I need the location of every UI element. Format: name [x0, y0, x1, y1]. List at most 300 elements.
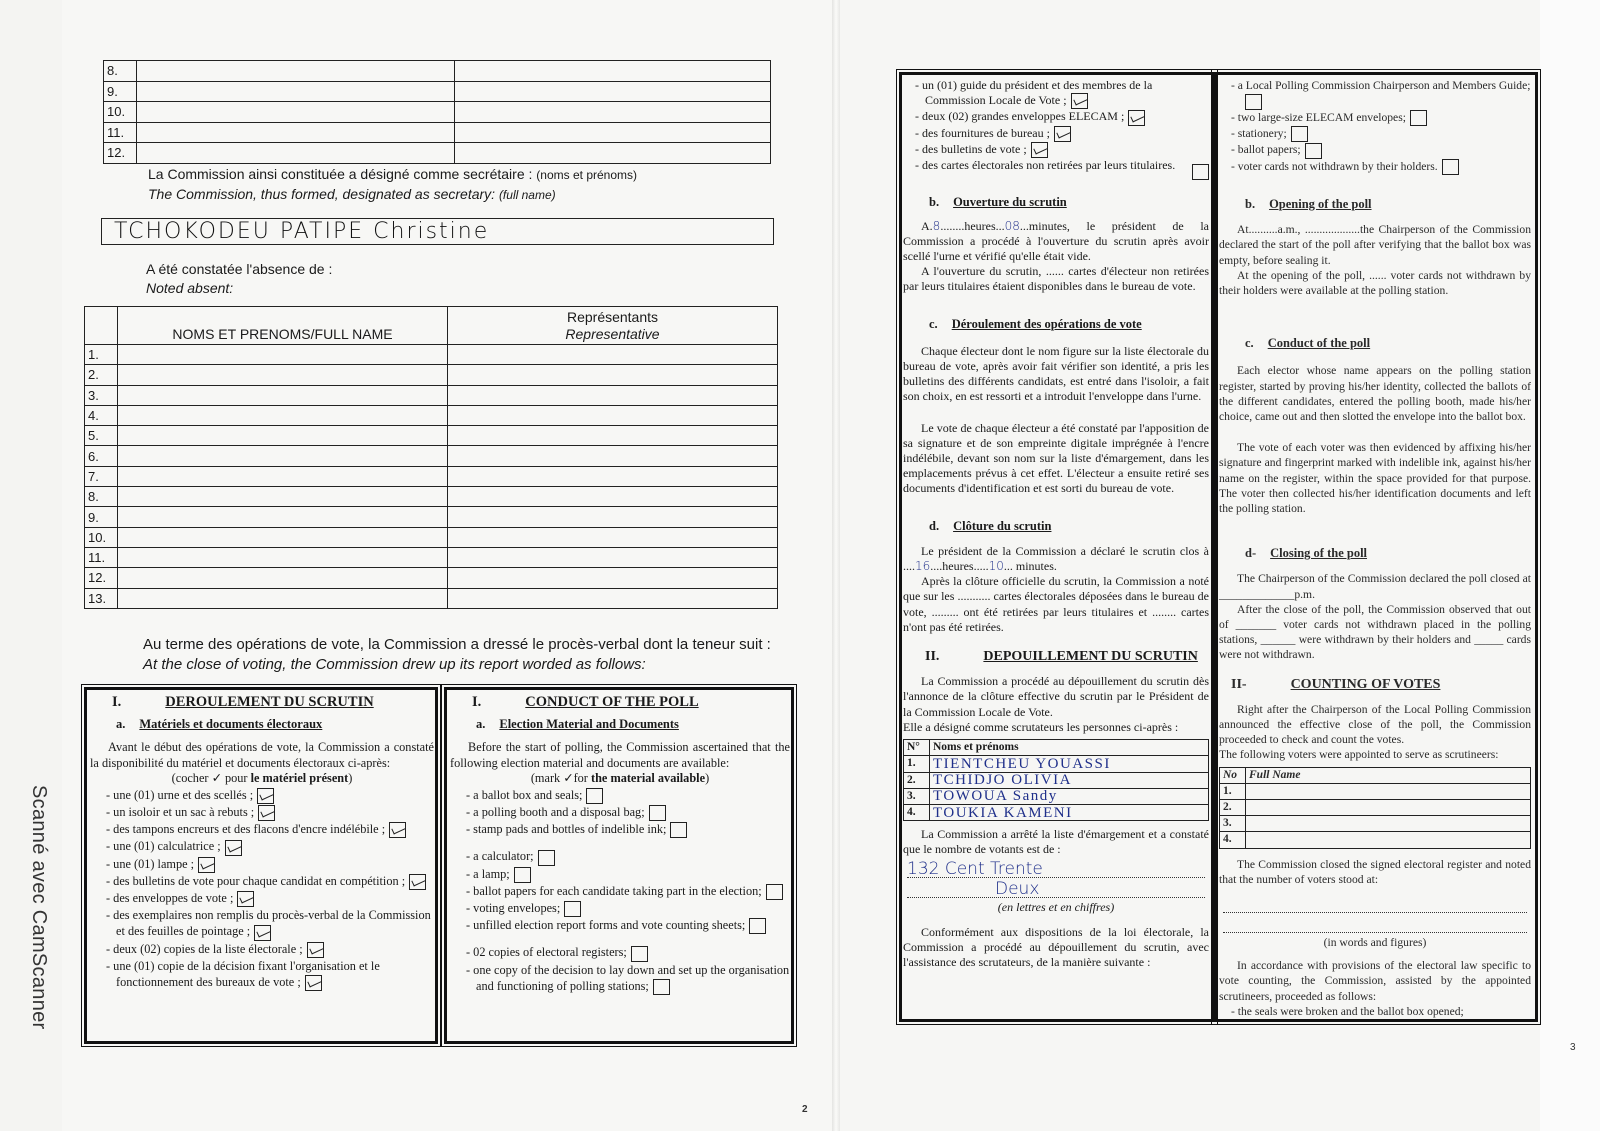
- secretary-label-en: [148, 186, 556, 202]
- subsection-letter: d-: [1245, 546, 1257, 561]
- member-role-cell[interactable]: [455, 102, 771, 123]
- subsection-letter: c.: [1245, 336, 1254, 351]
- member-role-cell[interactable]: [455, 61, 771, 82]
- section2-en-heading: [1231, 677, 1531, 692]
- section2-fr-heading: [925, 649, 1209, 664]
- scrutineer-name-field[interactable]: [1246, 783, 1531, 799]
- checkbox-empty[interactable]: [538, 850, 555, 866]
- item-label: voter cards not withdrawn by their holders.: [1237, 159, 1438, 173]
- absent-name-cell[interactable]: [118, 547, 448, 567]
- item-label: une (01) lampe ;: [113, 856, 195, 871]
- absent-name-cell[interactable]: [118, 405, 448, 425]
- checklist-item: [1227, 110, 1531, 126]
- checklist-item: [1227, 126, 1531, 142]
- subsection-letter: c.: [929, 316, 938, 331]
- row-number: 4.: [904, 804, 930, 820]
- header-name: Noms et prénoms: [930, 740, 1209, 756]
- checklist-item: [102, 856, 434, 873]
- checkbox-checked[interactable]: [1071, 93, 1088, 109]
- absent-rep-cell[interactable]: [448, 446, 778, 466]
- checkbox-checked[interactable]: [258, 805, 275, 821]
- row-number: 12.: [104, 143, 137, 164]
- opening-cards-paragraph: A l'ouverture du scrutin, ...... cartes d'électeur non retirées par leurs titulaires étaient disponibles dans le bureau de vote.: [903, 264, 1209, 294]
- header-rep-fr: Représentants: [566, 308, 659, 325]
- row-number: 8.: [104, 61, 137, 82]
- checkbox-checked[interactable]: [257, 788, 274, 804]
- material-checklist-fr: [102, 787, 434, 991]
- checklist-item: [462, 917, 790, 934]
- closing-time-paragraph: The Chairperson of the Commission declared the poll closed at _____________p.m.: [1219, 572, 1531, 601]
- item-label: deux (02) copies de la liste électorale ;: [113, 941, 303, 956]
- absent-name-cell[interactable]: [118, 426, 448, 446]
- checklist-item: [102, 941, 434, 958]
- checkbox-empty[interactable]: [1291, 126, 1308, 142]
- absent-rep-cell[interactable]: [448, 527, 778, 547]
- table-row: [85, 588, 778, 608]
- table-row: [104, 81, 771, 102]
- checklist-item: [911, 78, 1209, 109]
- member-name-cell[interactable]: [137, 61, 455, 82]
- conduct-paragraph-2: The vote of each voter was then evidenced by affixing his/her signature and fingerprint marked with indelible ink, against his/her name on the register, within the space provided for that purpose. The voter then collected his/her identification documents and left the polling station.: [1219, 441, 1531, 515]
- table-row: [104, 61, 771, 82]
- conduct-paragraph-1: Chaque électeur dont le nom figure sur la liste électorale du bureau de vote, après avoir fait vérifier son identité, a pris les bulletins des différents candidats, est entré dans l'isoloir, a fait son choix, en est ressorti et a introduit l'enveloppe dans l'urne.: [903, 343, 1209, 404]
- checklist-item: [1227, 159, 1531, 175]
- subsection-c-en-heading: [1245, 336, 1531, 351]
- member-name-cell[interactable]: [137, 143, 455, 164]
- checkbox-checked[interactable]: [305, 975, 322, 991]
- table-header-row: [1220, 767, 1531, 783]
- checklist-item: [462, 962, 790, 995]
- voters-count-field-line2[interactable]: Deux: [907, 880, 1205, 898]
- instruction-bold: le matériel présent: [250, 771, 349, 786]
- table-row: [85, 507, 778, 527]
- closing-minutes-field[interactable]: 10: [988, 559, 1004, 574]
- absent-label-fr: A été constatée l'absence de :: [146, 261, 333, 277]
- opening-hours-field[interactable]: 8: [932, 218, 941, 233]
- checkbox-empty[interactable]: [1245, 94, 1262, 110]
- instruction-post: ): [348, 771, 353, 786]
- section-numeral: II-: [1231, 676, 1247, 692]
- material-checklist-en-continued: [1227, 78, 1531, 175]
- voters-count-field-line1[interactable]: 132 Cent Trente: [907, 860, 1205, 878]
- absent-rep-cell[interactable]: [448, 365, 778, 385]
- instruction-pre: (cocher ✓ pour: [171, 771, 251, 786]
- checkbox-checked[interactable]: [198, 857, 215, 873]
- material-checklist-en: [462, 787, 790, 995]
- table-row: [904, 804, 1209, 820]
- subsection-title: Ouverture du scrutin: [953, 195, 1067, 210]
- checkbox-empty[interactable]: [670, 822, 687, 838]
- section1-fr-heading: [112, 695, 434, 711]
- section1-fr-column: [90, 695, 434, 991]
- absent-name-cell[interactable]: [118, 365, 448, 385]
- checklist-item: [1227, 142, 1531, 158]
- table-row: [85, 487, 778, 507]
- intro-paragraph: Avant le début des opérations de vote, la Commission a constaté la disponibilité du matériel et documents électoraux ci-après:: [90, 740, 434, 770]
- voters-count-hint: (en lettres et en chiffres): [997, 899, 1115, 914]
- conduct-paragraph-1: Each elector whose name appears on the polling station register, started by proving his/her identity, collected the ballots of the different candidates, entered the polling booth, made his/her choice, came out and then slotted the envelope into the ballot box.: [1219, 364, 1531, 423]
- checklist-item: [1227, 78, 1531, 110]
- instruction-bold: the material available: [590, 771, 706, 786]
- page-edge: [1540, 0, 1600, 1131]
- absent-rep-cell[interactable]: [448, 466, 778, 486]
- absent-name-cell[interactable]: [118, 588, 448, 608]
- absent-name-cell[interactable]: [118, 527, 448, 547]
- table-header-row: [904, 740, 1209, 756]
- section1-en-column: [450, 695, 790, 995]
- absent-rep-cell[interactable]: [448, 487, 778, 507]
- checkbox-empty[interactable]: [631, 946, 648, 962]
- absent-label-en: Noted absent:: [146, 280, 234, 296]
- row-number: 1.: [85, 345, 118, 365]
- header-rep-en: Representative: [565, 325, 660, 342]
- right-en-column: [1219, 78, 1531, 1019]
- absent-name-cell[interactable]: [118, 446, 448, 466]
- table-row: [104, 122, 771, 143]
- row-number: 3.: [1220, 816, 1246, 832]
- text: Le président de la Commission a déclaré le scrutin clos à ....: [903, 543, 1209, 574]
- scrutineers-intro: The following voters were appointed to serve as scrutineers:: [1219, 748, 1499, 762]
- subsection-title: Election Material and Documents: [499, 716, 679, 731]
- subsection-letter: a.: [476, 716, 486, 731]
- secretary-hint-en: (full name): [498, 188, 556, 202]
- table-row: [85, 365, 778, 385]
- item-label: un isoloir et un sac à rebuts ;: [113, 805, 255, 820]
- section-title: COUNTING OF VOTES: [1290, 676, 1441, 692]
- secretary-label-fr-text: La Commission ainsi constituée a désigné comme secrétaire :: [148, 166, 537, 182]
- header-representative: [448, 307, 778, 345]
- checkbox-checked[interactable]: [1054, 126, 1071, 142]
- checkbox-checked[interactable]: [1128, 110, 1145, 126]
- item-label: un (01) guide du président et des membres de la Commission Locale de Vote ;: [922, 78, 1153, 108]
- item-label: des bulletins de vote pour chaque candidat en compétition ;: [113, 873, 406, 888]
- checklist-item: [462, 821, 790, 838]
- scrutineer-name-field[interactable]: [1246, 832, 1531, 848]
- item-label: a Local Polling Commission Chairperson and Members Guide;: [1237, 79, 1531, 92]
- subsection-title: Conduct of the poll: [1267, 336, 1371, 351]
- checklist-item: [102, 787, 434, 804]
- table-row: [1220, 816, 1531, 832]
- absent-rep-cell[interactable]: [448, 426, 778, 446]
- subsection-title: Opening of the poll: [1269, 196, 1372, 211]
- row-number: 1.: [1220, 783, 1246, 799]
- voters-count-paragraph: La Commission a arrêté la liste d'émargement et a constaté que le nombre de votants est de :: [903, 827, 1209, 857]
- table-row: [904, 772, 1209, 788]
- text: ... minutes.: [1003, 559, 1057, 574]
- item-label: des exemplaires non remplis du procès-verbal de la Commission et des feuilles de pointage ;: [113, 908, 431, 939]
- checkbox-empty[interactable]: [1192, 164, 1209, 180]
- table-header-row: [85, 307, 778, 345]
- item-label: une (01) calculatrice ;: [113, 839, 221, 854]
- secretary-label-fr: [148, 166, 637, 182]
- header-num: No: [1220, 767, 1246, 783]
- table-row: [85, 568, 778, 588]
- row-number: 3.: [85, 385, 118, 405]
- subsection-a-en-heading: [476, 717, 790, 733]
- checkbox-empty[interactable]: [1305, 143, 1322, 159]
- item-label: a calculator;: [473, 849, 534, 864]
- checklist-item: [102, 873, 434, 890]
- checklist-item: [911, 142, 1209, 158]
- table-row: [85, 385, 778, 405]
- checkbox-empty[interactable]: [766, 884, 783, 900]
- row-number: 6.: [85, 446, 118, 466]
- subsection-letter: a.: [116, 716, 126, 731]
- scrutineer-name-field[interactable]: [1246, 800, 1531, 816]
- row-number: 10.: [104, 102, 137, 123]
- checklist-item: [462, 787, 790, 804]
- subsection-title: Clôture du scrutin: [953, 518, 1052, 533]
- row-number: 4.: [85, 405, 118, 425]
- scrutineers-intro: Elle a désigné comme scrutateurs les personnes ci-après :: [903, 719, 1179, 734]
- subsection-title: Déroulement des opérations de vote: [951, 316, 1142, 331]
- item-label: a polling booth and a disposal bag;: [473, 805, 645, 820]
- closing-statement-en: At the close of voting, the Commission drew up its report worded as follows:: [143, 656, 646, 673]
- closing-hours-field[interactable]: 16: [915, 559, 931, 574]
- checklist-item: [911, 158, 1209, 173]
- scrutineers-table-en: [1219, 767, 1531, 849]
- absent-rep-cell[interactable]: [448, 405, 778, 425]
- page-number-right: 3: [1570, 1042, 1576, 1053]
- checklist-item: [462, 804, 790, 821]
- scrutineers-table-fr: [903, 739, 1209, 821]
- scrutineer-name-field[interactable]: TOUKIA KAMENI: [930, 804, 1209, 820]
- intro-paragraph: Before the start of polling, the Commission ascertained that the following election material and documents are available:: [450, 740, 790, 770]
- absent-rep-cell[interactable]: [448, 385, 778, 405]
- absent-name-cell[interactable]: [118, 507, 448, 527]
- scrutineer-name-field[interactable]: TCHIDJO OLIVIA: [930, 772, 1209, 788]
- checklist-item: [462, 866, 790, 883]
- checkbox-checked[interactable]: [225, 840, 242, 856]
- section-numeral: I.: [472, 694, 482, 710]
- table-row: [104, 102, 771, 123]
- item-label: des bulletins de vote ;: [922, 141, 1027, 156]
- row-number: 11.: [104, 122, 137, 143]
- checklist-item: [462, 944, 790, 961]
- row-number: 9.: [104, 81, 137, 102]
- table-row: [104, 143, 771, 164]
- absent-rep-cell[interactable]: [448, 547, 778, 567]
- closing-cards-paragraph: After the close of the poll, the Commission observed that out of _______ voter cards not withdrawn placed in the polling stations, ______ were withdrawn by their holders and _____ cards were not withdrawn.: [1219, 602, 1531, 662]
- row-number: 2.: [85, 365, 118, 385]
- checklist-item: [462, 883, 790, 900]
- counting-steps-list: [1227, 1004, 1531, 1019]
- commission-members-table: [103, 60, 771, 164]
- row-number: 12.: [85, 568, 118, 588]
- absent-name-cell[interactable]: [118, 345, 448, 365]
- checkbox-checked[interactable]: [1031, 142, 1048, 158]
- header-num-cell: [85, 307, 118, 345]
- section-numeral: I.: [112, 694, 122, 710]
- checkbox-empty[interactable]: [749, 918, 766, 934]
- checklist-item: [102, 804, 434, 821]
- checkbox-empty[interactable]: [653, 979, 670, 995]
- row-number: 8.: [85, 487, 118, 507]
- checkbox-empty[interactable]: [514, 867, 531, 883]
- table-row: [85, 466, 778, 486]
- checkbox-empty[interactable]: [1442, 159, 1459, 175]
- subsection-letter: b.: [929, 195, 940, 210]
- material-checklist-fr-continued: [911, 78, 1209, 173]
- item-label: des fournitures de bureau ;: [922, 125, 1050, 140]
- item-label: ballot papers for each candidate taking part in the election;: [473, 883, 762, 898]
- table-row: [85, 426, 778, 446]
- checkbox-empty[interactable]: [649, 805, 666, 821]
- text: ........heures...: [940, 218, 1005, 233]
- secretary-label-en-text: The Commission, thus formed, designated as secretary:: [148, 186, 499, 202]
- item-label: a ballot box and seals;: [473, 787, 583, 802]
- row-number: 13.: [85, 588, 118, 608]
- item-label: stationery;: [1237, 126, 1287, 140]
- opening-paragraph: At..........a.m., ...................the Chairperson of the Commission declared the start of the poll after verifying that the ballot box was empty, before sealing it.: [1219, 223, 1531, 267]
- subsection-b-en-heading: [1245, 197, 1531, 212]
- table-row: [1220, 832, 1531, 848]
- member-name-cell[interactable]: [137, 102, 455, 123]
- member-role-cell[interactable]: [455, 81, 771, 102]
- table-row: [904, 756, 1209, 772]
- row-number: 7.: [85, 466, 118, 486]
- item-label: two large-size ELECAM envelopes;: [1237, 110, 1406, 124]
- member-role-cell[interactable]: [455, 122, 771, 143]
- subsection-d-fr-heading: [929, 519, 1209, 534]
- conduct-paragraph-2: Le vote de chaque électeur a été constaté par l'apposition de sa signature et de son empreinte digitale imprégnée à l'encre indélébile, devant son nom sur la liste d'émargement, dans les emplacements prévus à cet effet. L'électeur a ensuite retiré ses documents d'identification et est sorti du bureau de vote.: [903, 420, 1209, 496]
- row-number: 1.: [904, 756, 930, 772]
- table-row: [85, 527, 778, 547]
- instruction-line: [90, 771, 434, 787]
- item-label: voting envelopes;: [473, 901, 561, 915]
- header-num: N°: [904, 740, 930, 756]
- checkbox-empty[interactable]: [564, 901, 581, 917]
- item-label: des cartes électorales non retirées par leurs titulaires.: [922, 158, 1176, 173]
- table-row: [85, 446, 778, 466]
- closing-cards-paragraph: Après la clôture officielle du scrutin, la Commission a noté que sur les ........... cartes électorales déposées dans le bureau de vote, ......... ont été retirées par leurs titulaires et ........ cartes n'ont pas été retirées.: [903, 574, 1209, 634]
- item-label: une (01) copie de la décision fixant l'organisation et le fonctionnement des bureaux de vote ;: [113, 958, 380, 989]
- checkbox-checked[interactable]: [409, 874, 426, 890]
- checklist-item: [102, 958, 434, 991]
- book-spine: [832, 0, 840, 1131]
- subsection-letter: d.: [929, 518, 940, 533]
- checklist-item: [102, 890, 434, 907]
- voters-count-hint: (in words and figures): [1323, 936, 1427, 950]
- table-row: [85, 345, 778, 365]
- checkbox-checked[interactable]: [237, 891, 254, 907]
- section-title: DEROULEMENT DU SCRUTIN: [165, 694, 374, 710]
- item-label: unfilled election report forms and vote counting sheets;: [473, 918, 746, 933]
- counting-paragraph: La Commission a procédé au dépouillement du scrutin dès l'annonce de la clôture effective du scrutin par le Président de la Commission Locale de Vote.: [903, 674, 1209, 719]
- checkbox-empty[interactable]: [1410, 110, 1427, 126]
- table-row: [1220, 800, 1531, 816]
- item-label: one copy of the decision to lay down and set up the organisation and functioning of polling stations;: [473, 962, 790, 993]
- item-label: ballot papers;: [1237, 143, 1301, 157]
- instruction-post: ): [705, 771, 710, 786]
- checklist-item: [102, 907, 434, 940]
- closing-statement-fr: Au terme des opérations de vote, la Commission a dressé le procès-verbal dont la teneur suit :: [143, 636, 771, 653]
- item-label: des enveloppes de vote ;: [113, 891, 234, 905]
- item-label: a lamp;: [473, 866, 510, 881]
- table-row: [904, 788, 1209, 804]
- item-label: deux (02) grandes enveloppes ELECAM ;: [922, 109, 1125, 124]
- opening-minutes-field[interactable]: 08: [1004, 218, 1020, 233]
- checklist-item: [462, 900, 790, 917]
- subsection-title: Closing of the poll: [1270, 546, 1368, 561]
- absent-name-cell[interactable]: [118, 568, 448, 588]
- absent-rep-cell[interactable]: [448, 345, 778, 365]
- section-numeral: II.: [925, 649, 940, 665]
- voters-count-field-line1[interactable]: [1223, 895, 1527, 913]
- subsection-c-fr-heading: [929, 317, 1209, 332]
- secretary-hint-fr: (noms et prénoms): [536, 168, 637, 182]
- section-title: CONDUCT OF THE POLL: [525, 694, 699, 710]
- row-number: 4.: [1220, 832, 1246, 848]
- member-name-cell[interactable]: [137, 81, 455, 102]
- counting-paragraph: Right after the Chairperson of the Local Polling Commission announced the effective close of the poll, the Commission proceeded to check and count the votes.: [1219, 702, 1531, 747]
- absent-name-cell[interactable]: [118, 487, 448, 507]
- subsection-letter: b.: [1245, 196, 1256, 211]
- counting-procedure-paragraph: Conformément aux dispositions de la loi électorale, la Commission a procédé au dépouillement du scrutin, avec l'assistance des scrutateurs, de la manière suivante :: [903, 924, 1209, 970]
- right-fr-column: [903, 78, 1209, 970]
- absent-rep-cell[interactable]: [448, 568, 778, 588]
- opening-paragraph: [903, 219, 1209, 265]
- checklist-item: [462, 848, 790, 865]
- checkbox-checked[interactable]: [307, 942, 324, 958]
- voters-count-field-line2[interactable]: [1223, 915, 1527, 933]
- scrutineer-name-field[interactable]: TIENTCHEU YOUASSI: [930, 756, 1209, 772]
- row-number: 11.: [85, 547, 118, 567]
- header-name: Full Name: [1246, 767, 1531, 783]
- absent-members-table: [84, 306, 778, 609]
- subsection-b-fr-heading: [929, 195, 1209, 210]
- item-label: stamp pads and bottles of indelible ink;: [473, 822, 667, 837]
- scrutineer-name-field[interactable]: [1246, 816, 1531, 832]
- header-full-name: NOMS ET PRENOMS/FULL NAME: [118, 307, 448, 345]
- checklist-item: [102, 821, 434, 838]
- counting-procedure-paragraph: In accordance with provisions of the electoral law specific to vote counting, the Commission, assisted by the appointed scrutineers, proceeded as follows:: [1219, 959, 1531, 1003]
- checklist-item: [102, 838, 434, 855]
- member-name-cell[interactable]: [137, 122, 455, 143]
- page-number-left: 2: [802, 1104, 808, 1115]
- instruction-pre: (mark ✓for: [530, 771, 591, 786]
- checklist-item: [911, 126, 1209, 142]
- absent-name-cell[interactable]: [118, 385, 448, 405]
- table-row: [85, 405, 778, 425]
- absent-rep-cell[interactable]: [448, 588, 778, 608]
- secretary-name-field[interactable]: TCHOKODEU PATIPE Christine: [101, 218, 774, 245]
- row-number: 9.: [85, 507, 118, 527]
- scrutineer-name-field[interactable]: TOWOUA Sandy: [930, 788, 1209, 804]
- subsection-title: Matériels et documents électoraux: [139, 716, 323, 731]
- voters-count-paragraph: The Commission closed the signed electoral register and noted that the number of voters stood at:: [1219, 857, 1531, 886]
- camscanner-watermark: Scanné avec CamScanner: [28, 785, 50, 1030]
- row-number: 2.: [904, 772, 930, 788]
- text: ...minutes, le président de la Commission a procédé à l'ouverture du scrutin après avoir scellé l'urne et vérifié qu'elle était vide.: [903, 218, 1209, 264]
- checkbox-empty[interactable]: [586, 788, 603, 804]
- section1-en-heading: [472, 695, 790, 711]
- table-row: [1220, 783, 1531, 799]
- opening-cards-paragraph: At the opening of the poll, ...... voter cards not withdrawn by their holders were available at the polling station.: [1219, 268, 1531, 297]
- member-role-cell[interactable]: [455, 143, 771, 164]
- row-number: 10.: [85, 527, 118, 547]
- checkbox-checked[interactable]: [389, 822, 406, 838]
- instruction-line: [450, 771, 790, 787]
- counting-step: - the seals were broken and the ballot box opened;: [1227, 1004, 1531, 1019]
- checkbox-checked[interactable]: [254, 925, 271, 941]
- absent-rep-cell[interactable]: [448, 507, 778, 527]
- absent-name-cell[interactable]: [118, 466, 448, 486]
- subsection-a-fr-heading: [116, 717, 434, 733]
- section-title: DEPOUILLEMENT DU SCRUTIN: [983, 649, 1198, 665]
- text: A.: [921, 218, 933, 233]
- closing-time-paragraph: [903, 544, 1209, 574]
